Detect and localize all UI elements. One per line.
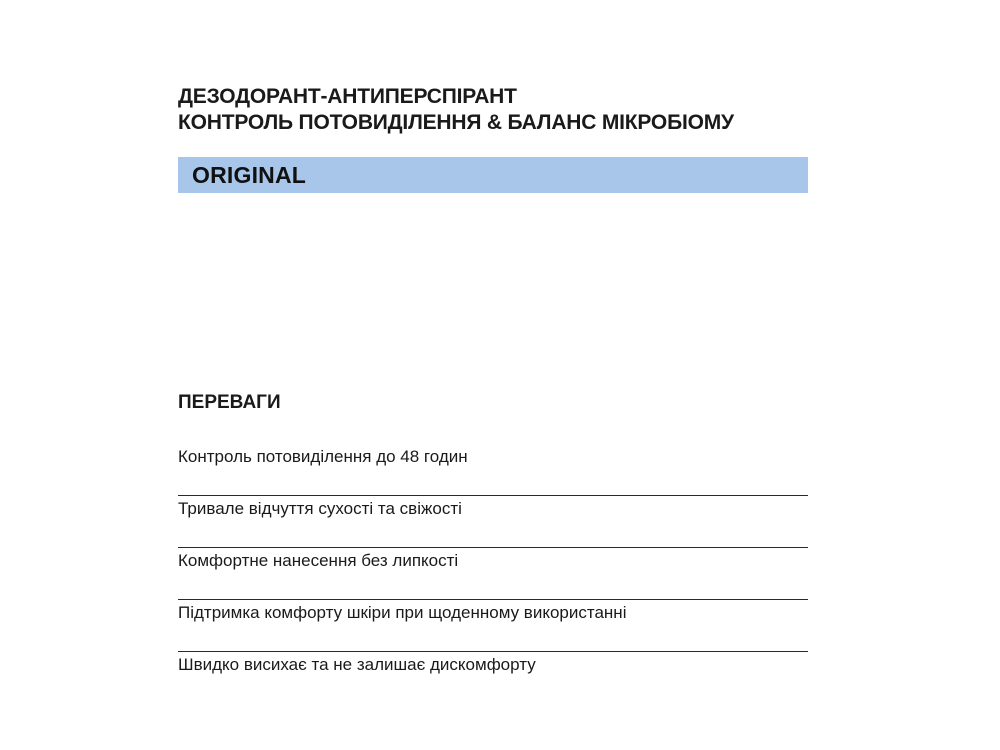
benefits-heading: ПЕРЕВАГИ <box>178 392 281 413</box>
benefits-section <box>178 388 808 704</box>
benefit-item-text: Тривале відчуття сухості та свіжості <box>178 499 462 518</box>
benefit-item <box>178 600 808 652</box>
benefit-item <box>178 652 808 704</box>
benefit-item <box>178 496 808 548</box>
variant-label: ORIGINAL <box>192 161 307 188</box>
benefit-item <box>178 444 808 496</box>
benefit-item-text: Комфортне нанесення без липкості <box>178 551 459 570</box>
product-title-line-1: ДЕЗОДОРАНТ-АНТИПЕРСПІРАНТ <box>178 85 517 108</box>
benefit-list <box>178 444 808 704</box>
benefit-item-text: Швидко висихає та не залишає дискомфорту <box>178 655 536 674</box>
benefit-item <box>178 548 808 600</box>
product-header <box>178 84 808 193</box>
benefit-item-text: Підтримка комфорту шкіри при щоденному використанні <box>178 603 627 622</box>
product-title-line-2: КОНТРОЛЬ ПОТОВИДІЛЕННЯ & БАЛАНС МІКРОБІОМУ <box>178 111 734 134</box>
benefit-item-text: Контроль потовиділення до 48 годин <box>178 447 468 466</box>
variant-banner <box>178 157 808 193</box>
